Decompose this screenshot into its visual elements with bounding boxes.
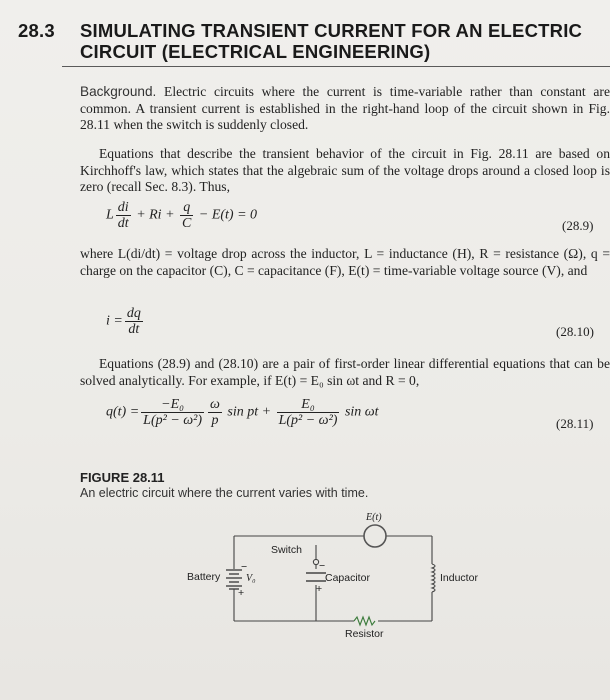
eq1-di: di [117,200,129,215]
capacitor-minus: − [319,560,326,572]
eq1-tail: − E(t) = 0 [195,207,258,223]
figure-caption: An electric circuit where the current varies with time. [80,486,369,500]
eq2-dt: dt [128,322,140,337]
eq2-dq: dq [126,306,141,321]
capacitor-symbol [306,573,326,581]
kirchhoff-paragraph: Equations that describe the transient behavior of the circuit in Fig. 28.11 are based on Kirchhoff's law, which states that the algebraic sum of the voltage drops around a closed loop is zero (recall Sec. 8.3). Thus, [80,146,610,194]
equation-number-28-11: (28.11) [556,416,594,431]
resistor-label: Resistor [345,628,384,640]
eq3-f2-den: p [211,413,219,428]
definitions-paragraph: where L(di/dt) = voltage drop across the inductor, L = inductance (H), R = resistance (Ω), q = charge on the capacitor (C), C = capacitance (F), E(t) = time-variable voltage source (V), and [80,246,610,278]
eq1-L: L [106,207,114,223]
capacitor-plus: + [316,583,323,595]
eq3-tail: sin ωt [341,404,379,420]
eq1-dt: dt [117,216,129,231]
section-title: SIMULATING TRANSIENT CURRENT FOR AN ELECTRIC CIRCUIT (ELECTRICAL ENGINEERING) [80,20,583,62]
source-label: E(t) [366,512,382,523]
eq3-f1-den: L(p² − ω²) [143,413,203,428]
switch-contact [313,559,318,564]
eq3-f2-num: ω [210,397,220,412]
section-number: 28.3 [18,20,55,41]
eq3-f3-den: L(p² − ω²) [278,413,338,428]
resistor-zigzag [354,617,375,625]
capacitor-label: Capacitor [325,572,370,584]
eq3-mid: sin pt + [223,404,275,420]
solution-paragraph: Equations (28.9) and (28.10) are a pair of first-order linear differential equations that can be solved analytically. For example, if E(t) = E₀ sin ωt and R = 0, [80,356,610,388]
equation-number-28-9: (28.9) [562,218,594,233]
eq3-f3-num: E₀ [277,397,340,413]
eq3-lhs: q(t) = [106,404,140,420]
equation-number-28-10: (28.10) [556,324,594,339]
eq1-mid: + Ri + [132,207,179,223]
eq3-f1-num: −E₀ [141,397,204,413]
battery-label: Battery [187,571,221,583]
voltage-source-symbol [364,525,386,547]
eq1-c: C [182,216,192,231]
background-lead: Background. [80,84,157,99]
v0-label: V₀ [246,573,256,584]
eq2-lhs: i = [106,313,123,329]
eq1-q: q [180,200,193,216]
switch-label: Switch [271,544,302,556]
battery-minus: − [241,561,248,573]
figure-heading: FIGURE 28.11 [80,470,165,485]
inductor-coil [432,564,435,592]
inductor-label: Inductor [440,572,478,584]
background-text: Electric circuits where the current is time-variable rather than constant are common. A transient current is established in the right-hand loop of the circuit shown in Fig. 28.11 when the switch is suddenly closed. [80,84,610,132]
battery-plus: + [238,587,245,599]
